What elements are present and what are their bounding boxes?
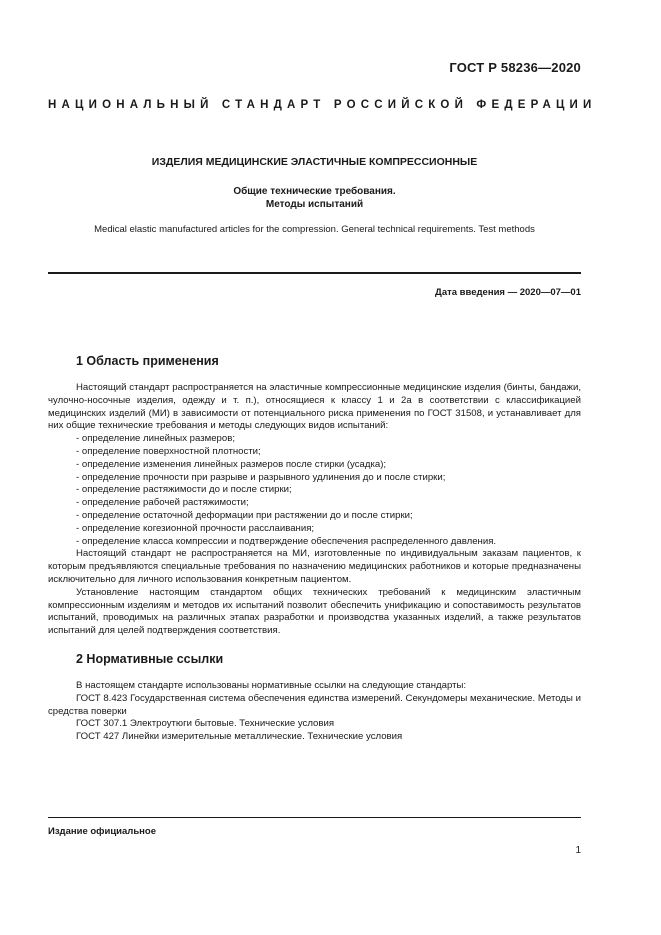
list-item: - определение линейных размеров; — [76, 433, 235, 445]
list-item: - определение растяжимости до и после стирки; — [76, 484, 292, 496]
section-heading: 2 Нормативные ссылки — [76, 651, 224, 666]
section-scope — [48, 354, 581, 638]
thick-divider — [48, 272, 581, 274]
paragraph: Настоящий стандарт распространяется на эластичные компрессионные медицинские изделия (бинты, бандажи, чулочно-носочные изделия, одежду и т. п.), относящиеся к классу 1 и 2а в соответствии с классификацией медицинских изделий (МИ) в зависимости от потенциального риска применения по ГОСТ 31508, и устанавливает для них общие технические требования и методы следующих видов испытаний: — [48, 382, 581, 432]
paragraph: Установление настоящим стандартом общих технических требований к медицинским эластичным компрессионным изделиям и методов их испытаний позволит обеспечить унификацию и сопоставимость результатов испытаний, проводимых на различных этапах разработки и производства указанных изделий, а также результатов испытаний для целей подтверждения соответствия. — [48, 586, 581, 637]
section-normative-references — [48, 652, 581, 744]
national-standard-heading: НАЦИОНАЛЬНЫЙ СТАНДАРТ РОССИЙСКОЙ ФЕДЕРАЦИИ — [48, 99, 597, 111]
official-edition-label: Издание официальное — [48, 826, 156, 837]
reference-item: ГОСТ 8.423 Государственная система обеспечения единства измерений. Секундомеры механические. Методы и средства поверки — [48, 692, 581, 717]
list-item: - определение класса компрессии и подтверждение обеспечения распределенного давления. — [76, 535, 497, 547]
paragraph: В настоящем стандарте использованы нормативные ссылки на следующие стандарты: — [76, 679, 467, 691]
test-types-list — [48, 433, 581, 548]
list-item: - определение остаточной деформации при растяжении до и после стирки; — [76, 509, 413, 521]
document-subtitle — [48, 185, 581, 211]
introduction-date: Дата введения — 2020—07—01 — [435, 287, 581, 298]
list-item: - определение когезионной прочности расслаивания; — [76, 522, 315, 534]
reference-item: ГОСТ 427 Линейки измерительные металлические. Технические условия — [76, 731, 403, 743]
list-item: - определение изменения линейных размеров после стирки (усадка); — [76, 458, 387, 470]
page-number: 1 — [575, 845, 581, 856]
list-item: - определение прочности при разрыве и разрывного удлинения до и после стирки; — [76, 471, 446, 483]
subtitle-line-1: Общие технические требования. — [233, 186, 396, 197]
reference-item: ГОСТ 307.1 Электроутюги бытовые. Технические условия — [76, 718, 335, 730]
document-body — [48, 354, 581, 744]
document-title: ИЗДЕЛИЯ МЕДИЦИНСКИЕ ЭЛАСТИЧНЫЕ КОМПРЕССИОННЫЕ — [151, 156, 478, 168]
english-title: Medical elastic manufactured articles for the compression. General technical requirements. Test methods — [94, 224, 535, 235]
paragraph: Настоящий стандарт не распространяется на МИ, изготовленные по индивидуальным заказам пациентов, к которым предъявляются специальные требования по назначению медицинских работников и которые предназначены исключительно для личного использования конкретным пациентом. — [48, 548, 581, 585]
list-item: - определение рабочей растяжимости; — [76, 497, 249, 509]
doc-code: ГОСТ Р 58236—2020 — [449, 60, 581, 75]
list-item: - определение поверхностной плотности; — [76, 445, 261, 457]
section-heading: 1 Область применения — [76, 354, 219, 368]
subtitle-line-2: Методы испытаний — [265, 199, 364, 210]
footer-divider — [48, 817, 581, 818]
